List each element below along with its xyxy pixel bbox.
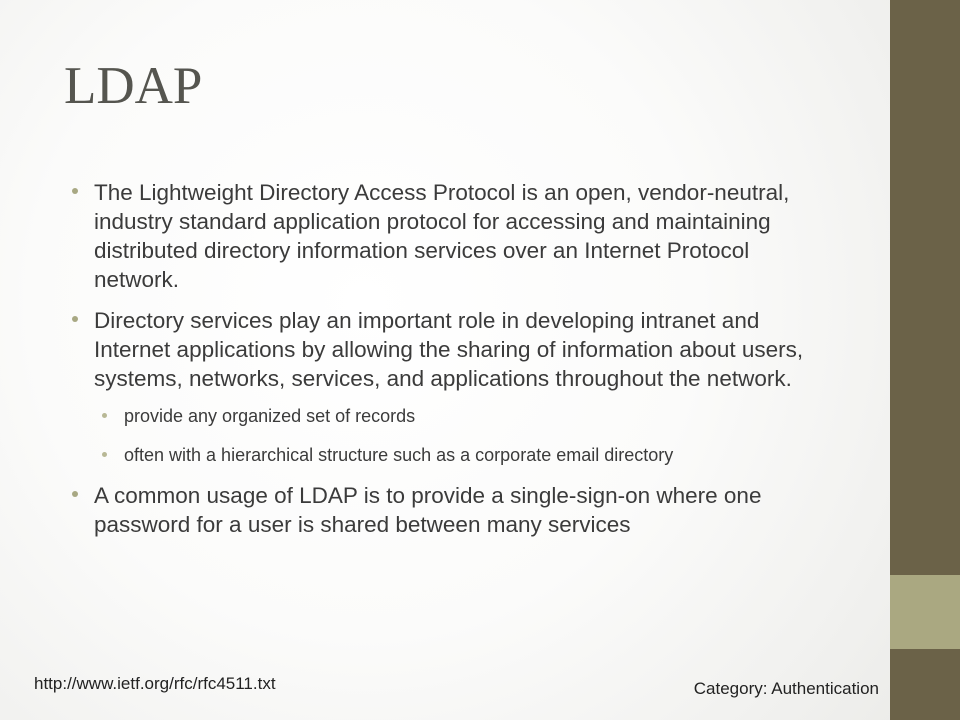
sidebar-accent-block: [890, 575, 960, 649]
bullet-text: Directory services play an important role in developing intranet and Internet applications by allowing the sharing of information about users, systems, networks, services, and applications throughout the network.: [94, 308, 804, 391]
bullet-item: [72, 481, 832, 539]
sub-bullet-item: [102, 403, 832, 430]
rfc-url: http://www.ietf.org/rfc/rfc4511.txt: [34, 674, 276, 693]
sub-bullet-list: [102, 403, 832, 469]
slide-content: [72, 178, 832, 551]
bullet-text: A common usage of LDAP is to provide a single-sign-on where one password for a user is shared between many services: [94, 483, 762, 537]
bullet-item: [72, 178, 832, 294]
sub-bullet-text: provide any organized set of records: [124, 406, 416, 426]
bullet-item: [72, 306, 832, 469]
category-label: Category: Authentication: [693, 679, 879, 698]
slide-title: LDAP: [64, 57, 203, 115]
sub-bullet-text: often with a hierarchical structure such as a corporate email directory: [124, 445, 674, 465]
sub-bullet-item: [102, 442, 832, 469]
bullet-text: The Lightweight Directory Access Protocol is an open, vendor-neutral, industry standard application protocol for accessing and maintaining distributed directory information services over an Internet Protocol network.: [94, 180, 790, 292]
